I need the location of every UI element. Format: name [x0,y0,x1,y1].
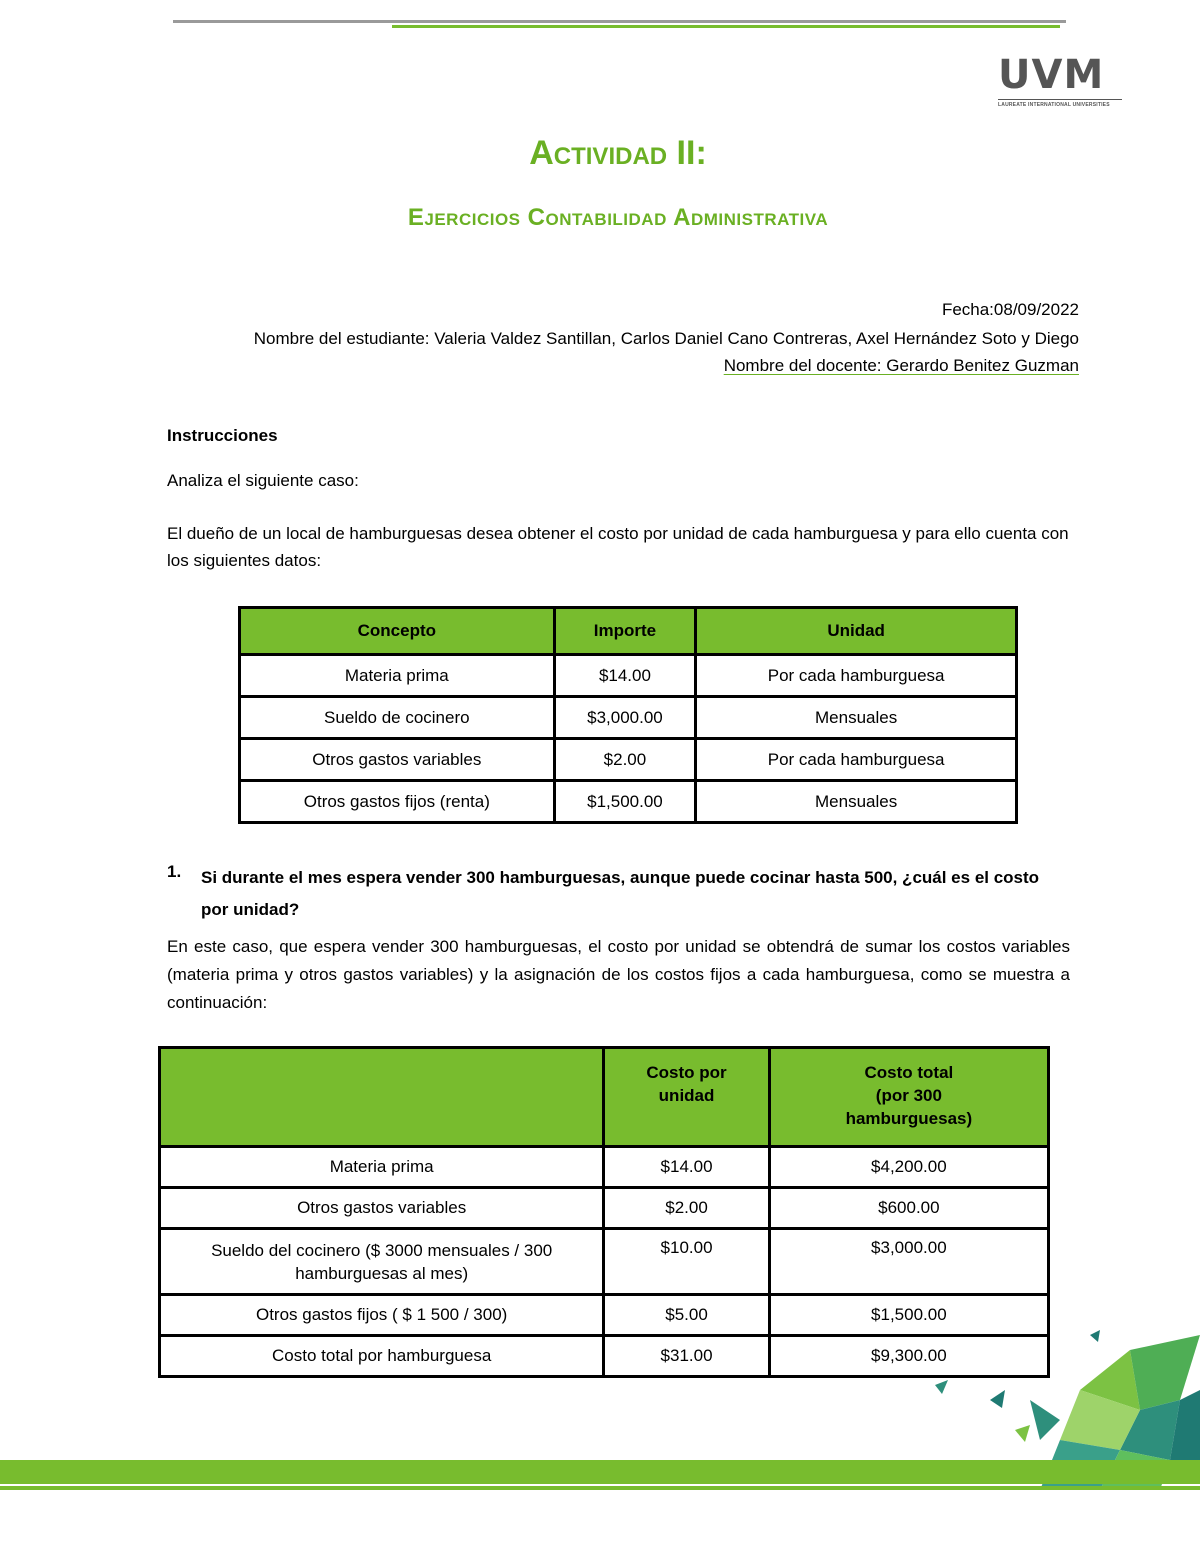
table-cell: Otros gastos fijos (renta) [240,781,555,823]
table-cell: $14.00 [604,1147,769,1188]
table-cell: $2.00 [604,1188,769,1229]
table-cell: $9,300.00 [769,1336,1048,1377]
page-title: Actividad II: [529,134,707,172]
header-line: (por 300 [875,1086,942,1105]
table-row [160,1336,1049,1377]
table-cell: Mensuales [696,781,1017,823]
table-row [240,781,1017,823]
table-cell: $5.00 [604,1295,769,1336]
table-cell: Mensuales [696,697,1017,739]
table-row [240,697,1017,739]
logo-text: UVM [998,52,1105,98]
table-row [160,1188,1049,1229]
table-row [160,1147,1049,1188]
logo-subtitle: LAUREATE INTERNATIONAL UNIVERSITIES [998,99,1122,108]
header-rule-green [392,25,1060,28]
table-cell: Por cada hamburguesa [696,655,1017,697]
table-cell: $3,000.00 [554,697,696,739]
header-rule-gray [173,20,1066,23]
header-unidad: Unidad [696,608,1017,655]
table-cell: $14.00 [554,655,696,697]
nombre-estudiante: Nombre del estudiante: Valeria Valdez Santillan, Carlos Daniel Cano Contreras, Axel Hernández Soto y Diego [253,329,1079,348]
table-cell: $1,500.00 [769,1295,1048,1336]
table-cell: $2.00 [554,739,696,781]
instrucciones-heading: Instrucciones [167,426,278,445]
table-cell: Otros gastos variables [240,739,555,781]
table-cell: Sueldo de cocinero [240,697,555,739]
pregunta-1: Si durante el mes espera vender 300 hamburguesas, aunque puede cocinar hasta 500, ¿cuál es el costo por unidad? [201,868,1040,919]
table-cell: Otros gastos variables [160,1188,604,1229]
table-row [240,655,1017,697]
table-cell: $3,000.00 [769,1229,1048,1295]
table-cell: $10.00 [604,1229,769,1295]
table-row [160,1295,1049,1336]
table-cell: Materia prima [240,655,555,697]
tabla-costos-header [160,1048,1049,1147]
uvm-logo [998,52,1122,110]
table-row [240,739,1017,781]
table-cell [160,1229,604,1295]
header-costo-total [769,1048,1048,1147]
table-cell: $4,200.00 [769,1147,1048,1188]
cell-line: Sueldo del cocinero ($ 3000 mensuales / 300 [211,1240,553,1260]
page-subtitle: Ejercicios Contabilidad Administrativa [407,204,829,231]
header-line: unidad [658,1086,715,1105]
header-line: hamburguesas) [845,1109,973,1128]
header-costo-unidad [604,1048,769,1147]
footer-rule [0,1486,1200,1490]
table-cell: Otros gastos fijos ( $ 1 500 / 300) [160,1295,604,1336]
cell-line: hamburguesas al mes) [295,1263,469,1283]
nombre-docente: Nombre del docente: Gerardo Benitez Guzman [723,356,1079,375]
table-cell: Costo total por hamburguesa [160,1336,604,1377]
tabla-datos [238,606,1018,824]
header-line: Costo total [864,1063,954,1082]
table-cell: $1,500.00 [554,781,696,823]
tabla-datos-header [240,608,1017,655]
caso-paragraph: El dueño de un local de hamburguesas desea obtener el costo por unidad de cada hamburguesa y para ello cuenta con los siguientes datos: [167,524,1069,570]
table-cell: Por cada hamburguesa [696,739,1017,781]
fecha: Fecha:08/09/2022 [941,300,1079,319]
pregunta-numero: 1. [167,862,182,881]
tabla-costos [158,1046,1050,1378]
respuesta-paragraph: En este caso, que espera vender 300 hamburguesas, el costo por unidad se obtendrá de sumar los costos variables (materia prima y otros gastos variables) y la asignación de los costos fijos a cada hamburguesa, como se muestra a continuación: [167,937,1070,1012]
footer-band [0,1460,1200,1484]
header-line: Costo por [646,1063,727,1082]
table-cell: $600.00 [769,1188,1048,1229]
table-row [160,1229,1049,1295]
header-concepto: Concepto [240,608,555,655]
header-blank [160,1048,604,1147]
header-importe: Importe [554,608,696,655]
table-cell: $31.00 [604,1336,769,1377]
analiza-text: Analiza el siguiente caso: [167,471,359,490]
table-cell: Materia prima [160,1147,604,1188]
